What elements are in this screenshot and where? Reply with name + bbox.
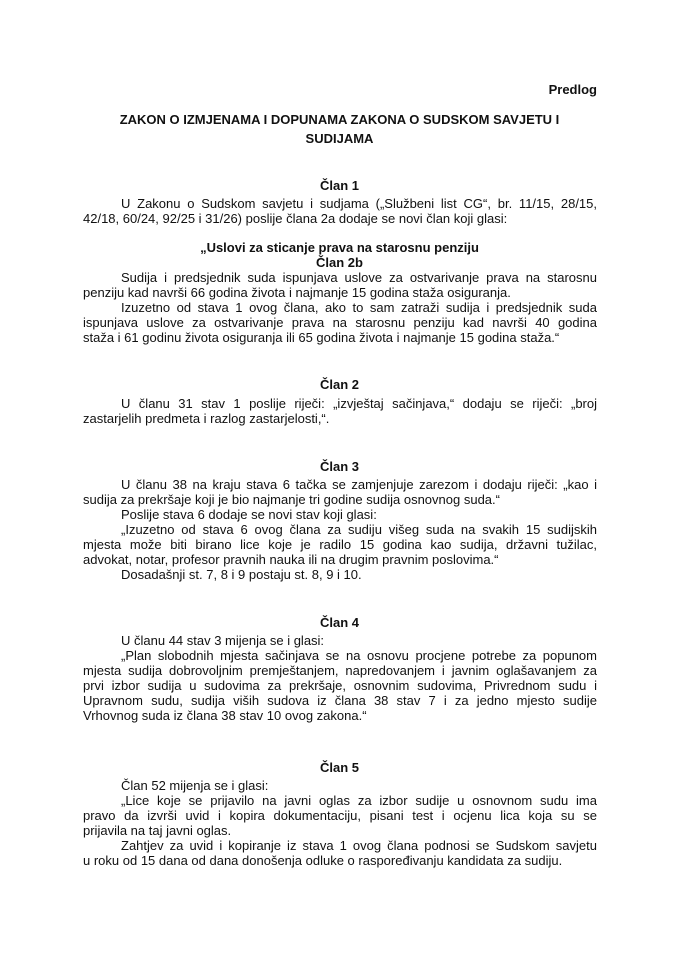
clan-4-line: mjesta sudija dobrovoljnim premještanjem, napredovanjem i javnim oglašavanjem za	[83, 663, 597, 678]
clan-2-line: zastarjelih predmeta i razlog zastarjelosti,“.	[83, 411, 330, 426]
clan-2b-title: „Uslovi za sticanje prava na starosnu penziju	[200, 240, 479, 255]
clan-4-line: Upravnom sudu, sudija viših sudova iz člana 38 stav 7 i za jedno mjesto sudije	[83, 693, 597, 708]
clan-2b-line: Sudija i predsjednik suda ispunjava uslove za ostvarivanje prava na starosnu	[121, 270, 597, 285]
clan-2b-heading: Član 2b	[316, 255, 363, 270]
clan-3-line: Dosadašnji st. 7, 8 i 9 postaju st. 8, 9 i 10.	[121, 567, 362, 582]
clan-1-line: 42/18, 60/24, 92/25 i 31/26) poslije člana 2a dodaje se novi član koji glasi:	[83, 211, 508, 226]
clan-2b-line: staža i 61 godinu života osiguranja ili 65 godina života i najmanje 15 godina staža.“	[83, 330, 560, 345]
clan-2b-line: Izuzetno od stava 1 ovog člana, ako to sam zatraži sudija i predsjednik suda	[121, 300, 597, 315]
clan-5-line: Član 52 mijenja se i glasi:	[121, 778, 269, 793]
clan-4-line: U članu 44 stav 3 mijenja se i glasi:	[121, 633, 325, 648]
clan-4-line: prvi izbor sudija u sudovima za prekršaje, osnovnim sudovima, Privrednom sudu i	[83, 678, 597, 693]
clan-3-line: sudija za prekršaje koji je bio najmanje tri godine sudija osnovnog suda.“	[83, 492, 500, 507]
clan-2-line: U članu 31 stav 1 poslije riječi: „izvještaj sačinjava,“ dodaju se riječi: „broj	[121, 396, 597, 411]
clan-4-line: Vrhovnog suda iz člana 38 stav 10 ovog zakona.“	[83, 708, 367, 723]
clan-4-line: „Plan slobodnih mjesta sačinjava se na osnovu procjene potrebe za popunom	[121, 648, 597, 663]
clan-3-line: U članu 38 na kraju stava 6 tačka se zamjenjuje zarezom i dodaju riječi: „kao i	[121, 477, 597, 492]
law-title-line-1: ZAKON O IZMJENAMA I DOPUNAMA ZAKONA O SUDSKOM SAVJETU I	[119, 112, 560, 127]
clan-1-line: U Zakonu o Sudskom savjetu i sudjama („Službeni list CG“, br. 11/15, 28/15,	[121, 196, 597, 211]
clan-3-line: mjesta može biti birano lice koje je radilo 15 godina kao sudija, državni tužilac,	[83, 537, 597, 552]
clan-3-heading: Član 3	[319, 459, 359, 474]
clan-3-line: advokat, notar, profesor pravnih nauka ili na drugim pravnim poslovima.“	[83, 552, 499, 567]
clan-1-heading: Član 1	[319, 178, 359, 193]
clan-5-line: Zahtjev za uvid i kopiranje iz stava 1 ovog člana podnosi se Sudskom savjetu	[121, 838, 597, 853]
predlog-label: Predlog	[548, 82, 597, 97]
clan-4-heading: Član 4	[319, 615, 359, 630]
clan-3-line: Poslije stava 6 dodaje se novi stav koji glasi:	[121, 507, 377, 522]
clan-5-heading: Član 5	[319, 760, 359, 775]
law-title-line-2: SUDIJAMA	[305, 131, 374, 146]
clan-5-line: prijavila na taj javni oglas.	[83, 823, 232, 838]
clan-2b-line: penziju kad navrši 66 godina života i najmanje 15 godina staža osiguranja.	[83, 285, 511, 300]
clan-2b-line: ispunjava uslove za ostvarivanje prava na starosnu penziju kad navrši 40 godina	[83, 315, 597, 330]
clan-5-line: „Lice koje se prijavilo na javni oglas za izbor sudije u osnovnom sudu ima	[121, 793, 597, 808]
clan-5-line: pravo da izvrši uvid i kopira dokumentaciju, pisani test i ocjenu lica koja su se	[83, 808, 597, 823]
clan-3-line: „Izuzetno od stava 6 ovog člana za sudiju višeg suda na svakih 15 sudijskih	[121, 522, 597, 537]
clan-2-heading: Član 2	[319, 377, 359, 392]
clan-5-line: u roku od 15 dana od dana donošenja odluke o raspoređivanju kandidata za sudiju.	[83, 853, 563, 868]
